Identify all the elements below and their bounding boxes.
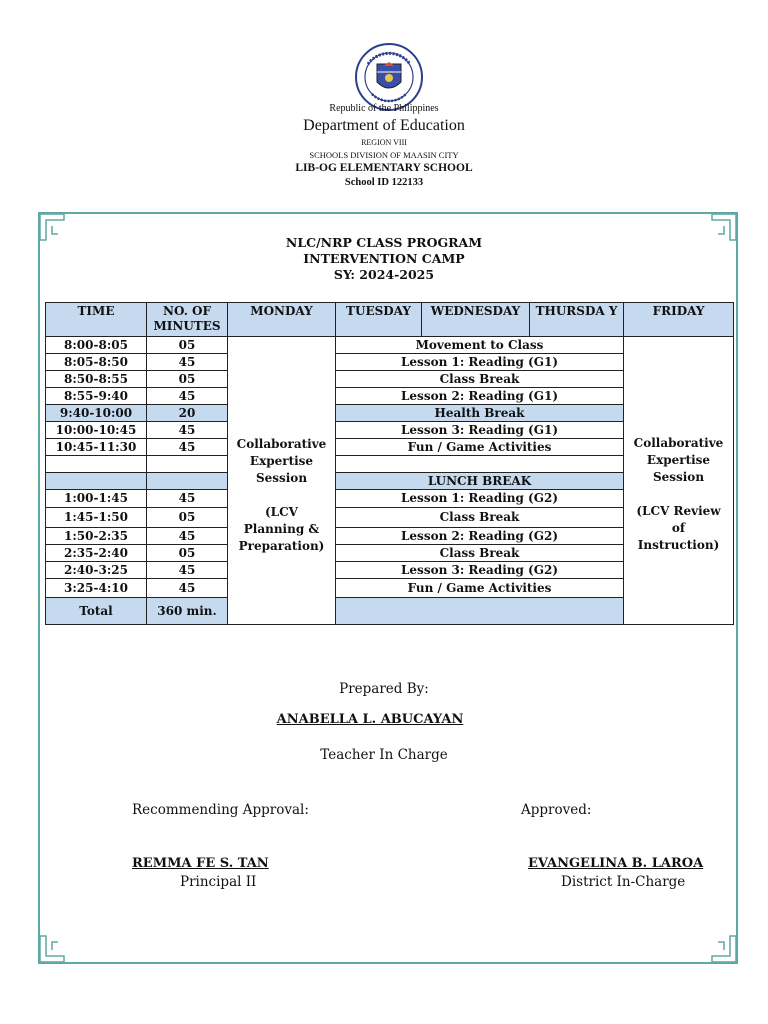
prepared-by-name: ANABELLA L. ABUCAYAN — [276, 712, 464, 727]
header-tuesday: TUESDAY — [336, 303, 422, 337]
activity-cell: Lesson 1: Reading (G2) — [336, 490, 624, 508]
time-cell: 10:00-10:45 — [46, 422, 147, 439]
minutes-cell: 45 — [147, 562, 228, 579]
time-cell: 2:35-2:40 — [46, 545, 147, 562]
prepared-by-label: Prepared By: — [339, 681, 429, 697]
minutes-cell: 45 — [147, 528, 228, 545]
program-subtitle: INTERVENTION CAMP — [303, 251, 465, 266]
time-cell: 2:40-3:25 — [46, 562, 147, 579]
friday-session-text: Instruction) — [637, 538, 720, 552]
activity-cell: Fun / Game Activities — [336, 579, 624, 598]
time-cell: 3:25-4:10 — [46, 579, 147, 598]
activity-cell: Class Break — [336, 508, 624, 528]
minutes-cell: 45 — [147, 579, 228, 598]
activity-cell: Health Break — [336, 405, 624, 422]
header-friday: FRIDAY — [624, 303, 734, 337]
activity-cell: Lesson 2: Reading (G2) — [336, 528, 624, 545]
friday-session-text: of — [671, 521, 686, 535]
activity-cell: Lesson 3: Reading (G1) — [336, 422, 624, 439]
minutes-cell: 45 — [147, 354, 228, 371]
region-line: REGION VIII — [361, 138, 407, 147]
time-cell: 1:50-2:35 — [46, 528, 147, 545]
time-cell: 8:55-9:40 — [46, 388, 147, 405]
approved-name: EVANGELINA B. LAROA — [528, 856, 704, 871]
activity-cell — [336, 456, 624, 473]
time-cell: 8:00-8:05 — [46, 337, 147, 354]
header-time: TIME — [46, 303, 147, 337]
minutes-cell: 45 — [147, 388, 228, 405]
time-cell: 8:05-8:50 — [46, 354, 147, 371]
activity-cell: Fun / Game Activities — [336, 439, 624, 456]
total-label: Total — [46, 598, 147, 625]
corner-ornament-icon — [708, 932, 738, 964]
school-year: SY: 2024-2025 — [333, 267, 435, 282]
monday-session-text: Session — [255, 471, 308, 485]
minutes-cell: 05 — [147, 508, 228, 528]
prepared-by-title: Teacher In Charge — [320, 747, 448, 763]
monday-session-text: Collaborative — [236, 437, 327, 451]
time-cell: 1:00-1:45 — [46, 490, 147, 508]
monday-session-text: Planning & — [243, 522, 320, 536]
activity-cell: LUNCH BREAK — [336, 473, 624, 490]
activity-cell: Class Break — [336, 545, 624, 562]
friday-session-text: Collaborative — [633, 436, 724, 450]
corner-ornament-icon — [38, 932, 68, 964]
time-cell — [46, 456, 147, 473]
recommending-title: Principal II — [180, 874, 257, 890]
friday-session-text: Session — [652, 470, 705, 484]
monday-session-text — [230, 488, 333, 505]
deped-seal-icon — [354, 42, 424, 112]
activity-cell: Movement to Class — [336, 337, 624, 354]
minutes-cell: 45 — [147, 490, 228, 508]
department-title: Department of Education — [303, 117, 465, 134]
friday-session-text: (LCV Review — [636, 504, 721, 518]
minutes-cell: 20 — [147, 405, 228, 422]
header-wednesday: WEDNESDAY — [422, 303, 530, 337]
activity-cell: Lesson 1: Reading (G1) — [336, 354, 624, 371]
minutes-cell: 05 — [147, 545, 228, 562]
approved-label: Approved: — [521, 802, 592, 818]
total-minutes: 360 min. — [147, 598, 228, 625]
time-cell: 10:45-11:30 — [46, 439, 147, 456]
table-row — [46, 337, 734, 354]
minutes-cell: 45 — [147, 439, 228, 456]
header-minutes: NO. OF MINUTES — [147, 303, 228, 337]
school-id: School ID 122133 — [344, 177, 424, 188]
time-cell: 9:40-10:00 — [46, 405, 147, 422]
activity-cell: Class Break — [336, 371, 624, 388]
recommending-name: REMMA FE S. TAN — [132, 856, 269, 871]
total-activity-cell — [336, 598, 624, 625]
activity-cell: Lesson 3: Reading (G2) — [336, 562, 624, 579]
approved-title: District In-Charge — [561, 874, 686, 890]
header-monday: MONDAY — [228, 303, 336, 337]
minutes-cell: 45 — [147, 422, 228, 439]
minutes-cell: 05 — [147, 371, 228, 388]
republic-line: Republic of the Philippines — [329, 103, 439, 114]
time-cell: 1:45-1:50 — [46, 508, 147, 528]
friday-session-cell — [624, 337, 734, 625]
minutes-cell: 05 — [147, 337, 228, 354]
school-name: LIB-OG ELEMENTARY SCHOOL — [295, 162, 473, 174]
friday-session-text: Expertise — [646, 453, 711, 467]
program-title: NLC/NRP CLASS PROGRAM — [285, 235, 483, 250]
monday-session-text: Expertise — [249, 454, 314, 468]
minutes-cell — [147, 456, 228, 473]
activity-cell: Lesson 2: Reading (G1) — [336, 388, 624, 405]
division-line: SCHOOLS DIVISION OF MAASIN CITY — [309, 150, 459, 160]
monday-session-text: (LCV — [265, 505, 298, 519]
header-thursday: THURSDA Y — [530, 303, 624, 337]
table-header-row — [46, 303, 734, 337]
class-schedule-table — [45, 302, 734, 625]
monday-session-text: Preparation) — [238, 539, 325, 553]
time-cell — [46, 473, 147, 490]
time-cell: 8:50-8:55 — [46, 371, 147, 388]
minutes-cell — [147, 473, 228, 490]
friday-session-text — [626, 487, 731, 504]
recommending-label: Recommending Approval: — [132, 802, 309, 818]
monday-session-cell — [228, 337, 336, 625]
